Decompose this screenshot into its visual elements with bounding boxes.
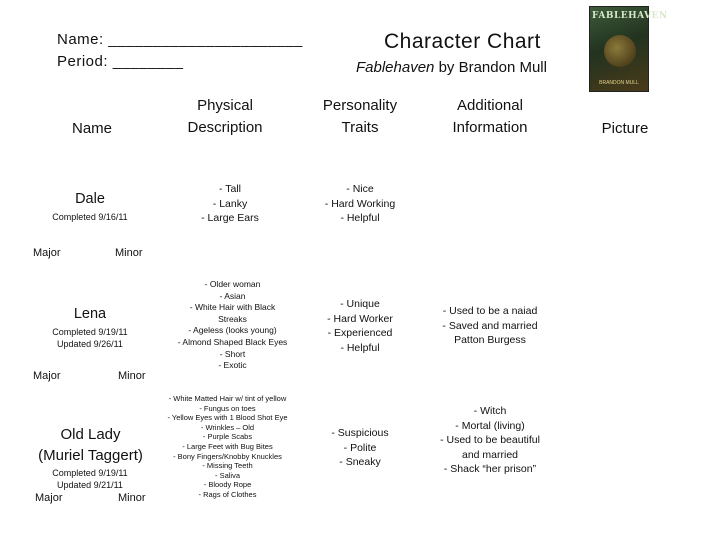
- list-item: - Helpful: [340, 212, 380, 224]
- book-cover-image: [589, 6, 668, 92]
- name-field-label: Name: ______________________: [57, 31, 303, 48]
- list-item: - Bloody Rope: [203, 480, 252, 490]
- completed-date: Completed 9/16/11: [52, 212, 128, 222]
- book-title: Fablehaven: [356, 59, 435, 76]
- list-item: - Short: [219, 348, 246, 359]
- list-item: - Saved and married: [442, 319, 538, 332]
- cover-title: FABLEHAVEN: [592, 11, 668, 21]
- list-item: - Mortal (living): [455, 419, 525, 432]
- col-header-personality: [300, 95, 420, 139]
- period-field-label: Period: ________: [57, 53, 184, 70]
- completed-date: Completed 9/19/11: [52, 468, 128, 478]
- list-item: - Used to be a naiad: [442, 305, 538, 317]
- col-header-additional-line2: Information: [452, 119, 528, 136]
- list-item: - Purple Scabs: [202, 432, 253, 442]
- list-item: - Suspicious: [331, 427, 389, 439]
- updated-date: Updated 9/21/11: [57, 480, 123, 490]
- list-item: - Yellow Eyes with 1 Blood Shot Eye: [167, 413, 288, 423]
- major-label: Major: [33, 247, 61, 259]
- book-author: by Brandon Mull: [434, 59, 547, 76]
- minor-label: Minor: [118, 370, 146, 382]
- list-item: - Large Feet with Bug Bites: [182, 441, 273, 451]
- additional-info-old-lady: [425, 404, 555, 477]
- cover-artwork: [604, 35, 636, 67]
- list-item: - Experienced: [327, 327, 393, 339]
- list-item: - Saliva: [214, 470, 240, 480]
- major-label: Major: [33, 370, 61, 382]
- minor-label: Minor: [118, 492, 146, 504]
- col-header-physical-line1: Physical: [197, 97, 253, 114]
- list-item: - Missing Teeth: [202, 461, 253, 471]
- list-item: - Hard Working: [324, 197, 396, 210]
- list-item: - Exotic: [218, 360, 247, 371]
- col-header-name: Name: [71, 120, 112, 137]
- page-subtitle: [356, 59, 547, 76]
- col-header-picture: Picture: [601, 120, 649, 137]
- personality-traits-old-lady: [300, 426, 420, 470]
- col-header-physical-line2: Description: [187, 119, 263, 136]
- list-item: - Nice: [346, 183, 374, 195]
- character-dates: [30, 211, 150, 223]
- list-item: - Large Ears: [201, 212, 259, 224]
- minor-label: Minor: [115, 247, 143, 259]
- list-item: - Lanky: [212, 197, 248, 210]
- col-header-additional: [430, 95, 550, 139]
- list-item: - Wrinkles – Old: [200, 422, 255, 432]
- list-item: - White Hair with Black: [189, 302, 276, 313]
- cover-author: BRANDON MULL: [599, 80, 639, 86]
- updated-date: Updated 9/26/11: [57, 339, 123, 349]
- col-header-personality-line2: Traits: [341, 119, 379, 136]
- physical-description-dale: [170, 182, 290, 226]
- character-dates: [30, 467, 150, 491]
- personality-traits-dale: [300, 182, 420, 226]
- list-item: - Shack “her prison”: [443, 463, 537, 475]
- list-item: - Sneaky: [339, 456, 381, 468]
- physical-description-lena: [160, 279, 305, 372]
- col-header-personality-line1: Personality: [322, 97, 398, 114]
- list-item: - Witch: [473, 405, 507, 417]
- list-item: - Polite: [343, 441, 377, 454]
- character-name-dale: Dale: [75, 191, 105, 207]
- list-item: Patton Burgess: [454, 334, 526, 346]
- list-item: Streaks: [218, 313, 247, 324]
- list-item: - Ageless (looks young): [188, 325, 277, 336]
- list-item: - Asian: [219, 290, 246, 301]
- page-title: Character Chart: [384, 30, 541, 53]
- col-header-physical: [165, 95, 285, 139]
- additional-info-lena: [425, 304, 555, 348]
- major-label: Major: [35, 492, 63, 504]
- list-item: - White Matted Hair w/ tint of yellow: [168, 394, 287, 403]
- list-item: - Older woman: [204, 279, 261, 289]
- col-header-additional-line1: Additional: [457, 97, 523, 114]
- list-item: - Almond Shaped Black Eyes: [177, 336, 288, 347]
- list-item: - Rags of Clothes: [198, 489, 257, 499]
- character-name-line2: (Muriel Taggert): [38, 447, 143, 464]
- list-item: - Unique: [340, 298, 380, 310]
- character-name-old-lady: [28, 424, 153, 466]
- list-item: - Hard Worker: [327, 312, 393, 325]
- list-item: and married: [461, 448, 519, 461]
- character-name-lena: Lena: [73, 306, 107, 322]
- physical-description-old-lady: [160, 394, 295, 500]
- character-name-line1: Old Lady: [60, 426, 121, 443]
- list-item: - Tall: [219, 183, 241, 195]
- personality-traits-lena: [300, 297, 420, 355]
- list-item: - Bony Fingers/Knobby Knuckles: [173, 451, 282, 461]
- list-item: - Used to be beautiful: [440, 434, 540, 446]
- list-item: - Fungus on toes: [199, 403, 256, 413]
- completed-date: Completed 9/19/11: [52, 327, 128, 337]
- list-item: - Helpful: [340, 341, 380, 354]
- character-dates: [30, 326, 150, 350]
